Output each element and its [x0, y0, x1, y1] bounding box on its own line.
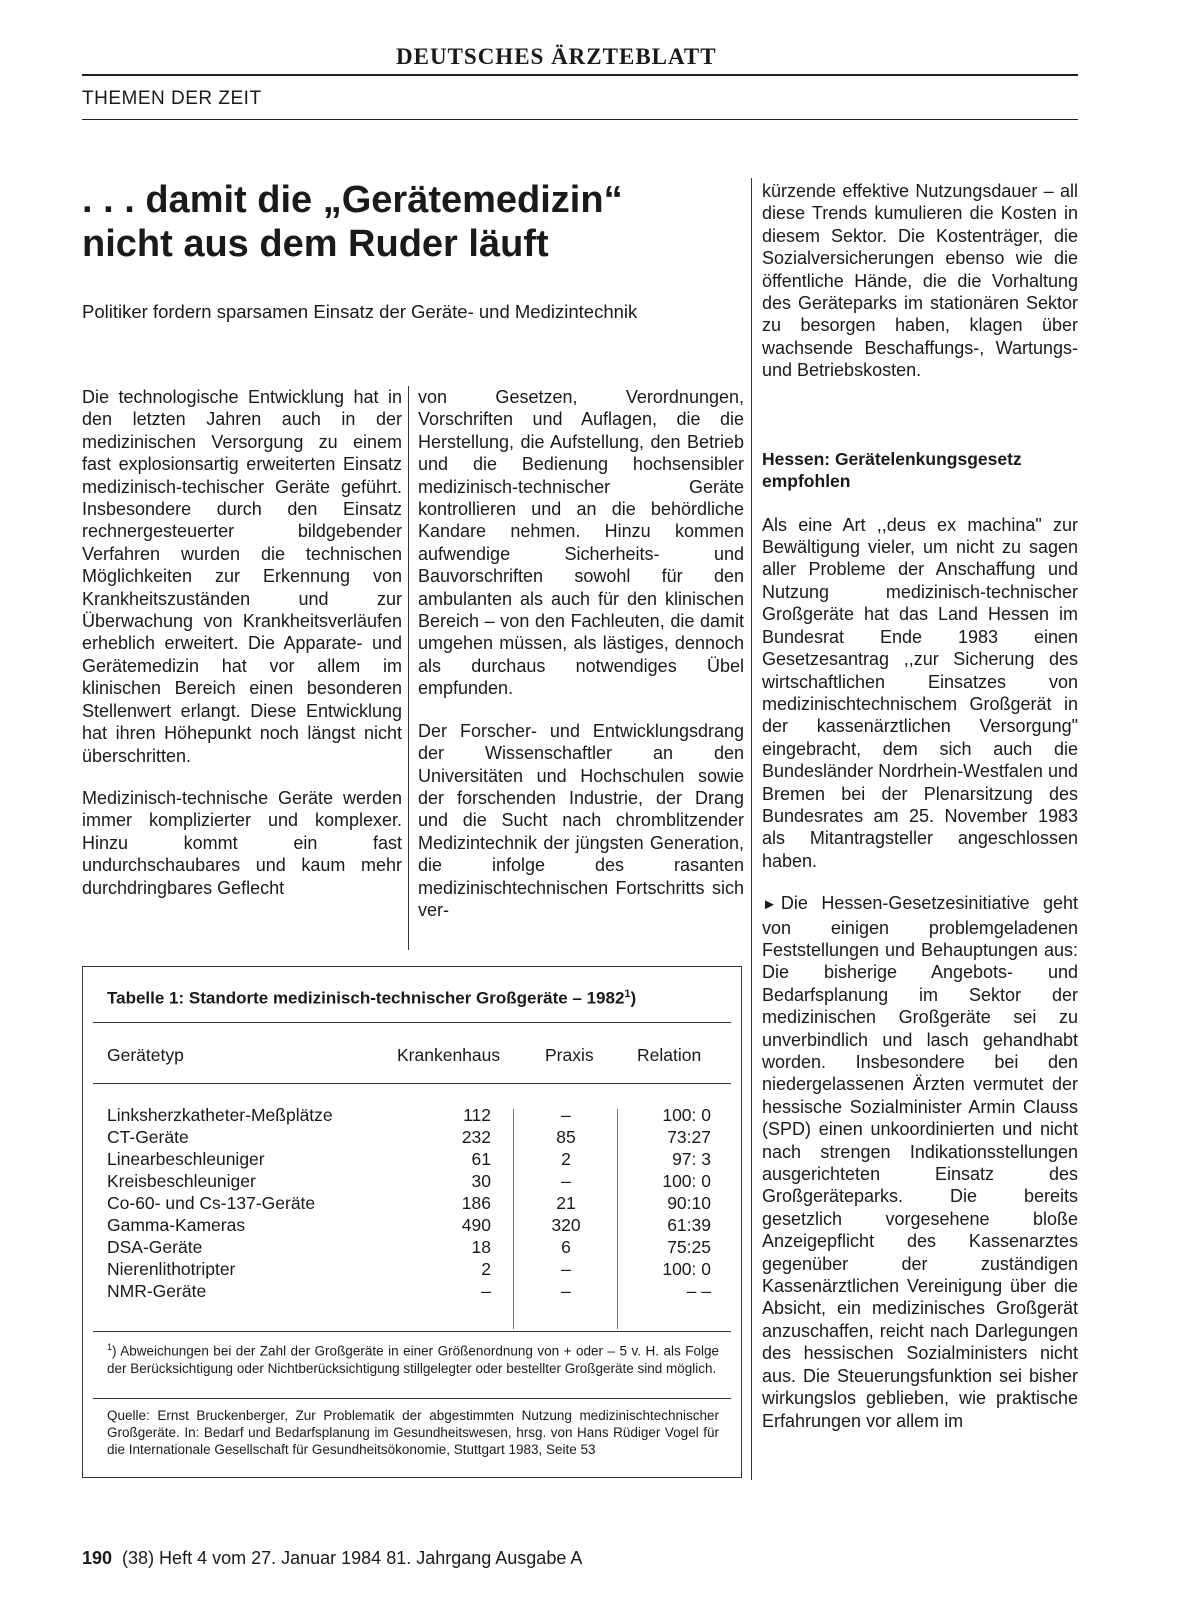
- table-row: [107, 1104, 727, 1126]
- cell-hospital: 2: [481, 1259, 491, 1279]
- cell-type: NMR-Geräte: [107, 1281, 207, 1301]
- table-rule: [93, 1083, 731, 1084]
- footnote-mark: 1: [107, 1342, 113, 1352]
- article-column-3: [762, 180, 1078, 1480]
- table-row: [107, 1170, 727, 1192]
- table-row: [107, 1126, 727, 1148]
- footnote-text: ) Abweichungen bei der Zahl der Großgeräte in einer Größenordnung von + oder – 5 v. H. als Folge der Berücksichtigung oder Nichtberücksichtigung stillgelegter oder bestellter Großgeräte sind möglich.: [107, 1343, 719, 1376]
- cell-hospital: 18: [471, 1237, 491, 1257]
- paragraph: Der Forscher- und Entwicklungsdrang der Wissenschaftler an den Universitäten und Hochschulen sowie der forschenden Industrie, der Drang und die Sucht nach chromblitzender Medizintechnik der jüngsten Generation, die infolge des rasanten medizinischtechnischen Fortschritts sich ver-: [418, 720, 744, 920]
- page-footer: [82, 1548, 582, 1569]
- paragraph: Als eine Art ,,deus ex machina" zur Bewältigung vieler, um nicht zu sagen aller Probleme der Anschaffung und Nutzung medizinisch-technischer Großgeräte hat das Land Hessen im Bundesrat Ende 1983 einen Gesetzesantrag ,,zur Sicherung des wirtschaftlichen Einsatzes von medizinischtechnischem Großgerät in der kassenärztlichen Versorgung" eingebracht, dem sich auch die Bundesländer Nordrhein-Westfalen und Bremen bei der Plenarsitzung des Bundesrates am 25. November 1983 als Mitantragsteller angeschlossen haben.: [762, 514, 1078, 871]
- cell-practice: –: [561, 1281, 571, 1301]
- headline-line-2: nicht aus dem Ruder läuft: [82, 223, 549, 265]
- cell-ratio: 61:39: [667, 1215, 711, 1235]
- table-rule: [93, 1022, 731, 1023]
- cell-ratio: 100: 0: [662, 1105, 711, 1125]
- paragraph: [762, 892, 1078, 1432]
- cell-ratio: 100: 0: [662, 1171, 711, 1191]
- masthead: DEUTSCHES ÄRZTEBLATT: [396, 44, 717, 69]
- cell-type: Kreisbeschleuniger: [107, 1171, 256, 1191]
- table-body: [107, 1104, 727, 1302]
- paragraph: kürzende effektive Nutzungsdauer – all diese Trends kumulieren die Kosten in diesem Sektor. Die Kostenträger, die Sozialversicherungen ebenso wie die öffentliche Hände, die die Vorhaltung des Geräteparks im stationären Sektor zu besorgen haben, klagen über wachsende Beschaffungs-, Wartungs- und Betriebskosten.: [762, 181, 1078, 381]
- table-rule: [93, 1398, 731, 1399]
- table-row: [107, 1280, 727, 1302]
- cell-ratio: 90:10: [667, 1193, 711, 1213]
- table-row: [107, 1258, 727, 1280]
- table-row: [107, 1214, 727, 1236]
- table-source: Quelle: Ernst Bruckenberger, Zur Problematik der abgestimmten Nutzung medizinischtechnischer Großgeräte. In: Bedarf und Bedarfsplanung im Gesundheitswesen, hrsg. von Hans Rüdiger Vogel für die Internationale Gesellschaft für Gesundheitsökonomie, Stuttgart 1983, Seite 53: [107, 1408, 719, 1457]
- cell-type: Gamma-Kameras: [107, 1215, 246, 1235]
- cell-hospital: –: [481, 1281, 491, 1301]
- table-caption-text: Tabelle 1: Standorte medizinisch-technischer Großgeräte – 1982: [107, 988, 625, 1008]
- cell-practice: –: [561, 1171, 571, 1191]
- table-header-row: [107, 1045, 727, 1069]
- cell-practice: 320: [551, 1215, 581, 1235]
- section-label: THEMEN DER ZEIT: [82, 88, 262, 109]
- issue-info: (38) Heft 4 vom 27. Januar 1984 81. Jahrgang Ausgabe A: [122, 1548, 583, 1568]
- section-heading: Hessen: Gerätelenkungsgesetz empfohlen: [762, 448, 1022, 491]
- cell-practice: 6: [561, 1237, 571, 1257]
- table-caption-note: 1: [624, 988, 631, 1000]
- cell-hospital: 232: [461, 1127, 491, 1147]
- table-1: [82, 966, 742, 1478]
- table-footnote: [107, 1339, 719, 1377]
- cell-type: DSA-Geräte: [107, 1237, 203, 1257]
- paragraph: Medizinisch-technische Geräte werden immer komplizierter und komplexer. Hinzu kommt ein fast undurchschaubares und kaum mehr durchdringbares Geflecht: [82, 787, 402, 898]
- article-column-2: [418, 386, 744, 952]
- table-rule: [93, 1331, 731, 1332]
- table-row: [107, 1148, 727, 1170]
- cell-practice: 85: [556, 1127, 576, 1147]
- cell-ratio: 97: 3: [672, 1149, 711, 1169]
- header-relation: Relation: [637, 1045, 702, 1065]
- column-divider: [408, 386, 409, 950]
- cell-practice: –: [561, 1259, 571, 1279]
- header-geraetetyp: Gerätetyp: [107, 1045, 184, 1065]
- section-rule: [82, 119, 1078, 120]
- paragraph-text: Die Hessen-Gesetzesinitiative geht von einigen problemgeladenen Feststellungen und Behauptungen aus: Die bisherige Angebots- und Bedarfsplanung im Sektor der medizinischen Großgeräte sei zu unverbindlich und lasch gehandhabt worden. Insbesondere bei den niedergelassenen Ärzten vermutet der hessische Sozialminister Armin Clauss (SPD) einen unkoordinierten und nicht nach strengen Indikationsstellungen ausgerichteten Einsatz des Großgeräteparks. Die bereits gesetzlich vorgesehene bloße Anzeigepflicht des Kassenarztes gegenüber der zuständigen Kassenärztlichen Vereinigung über die Absicht, ein medizinisches Großgerät anzuschaffen, reicht nach Darlegungen des hessischen Sozialministers nicht aus. Die Steuerungsfunktion sei bisher wirkungslos geblieben, wie praktische Erfahrungen vor allem im: [762, 893, 1078, 1431]
- headline-line-1: . . . damit die „Gerätemedizin“: [82, 179, 623, 221]
- page-number: 190: [82, 1548, 113, 1568]
- table-caption: [107, 983, 727, 1010]
- header-krankenhaus: Krankenhaus: [397, 1045, 501, 1065]
- masthead-rule: [82, 74, 1078, 76]
- table-row: [107, 1236, 727, 1258]
- cell-ratio: 100: 0: [662, 1259, 711, 1279]
- article-column-1: [82, 386, 402, 952]
- cell-practice: 2: [561, 1149, 571, 1169]
- cell-hospital: 30: [471, 1171, 491, 1191]
- cell-practice: 21: [556, 1193, 576, 1213]
- spacer: [762, 402, 1078, 448]
- table-caption-close: ): [630, 988, 637, 1008]
- cell-hospital: 490: [461, 1215, 491, 1235]
- paragraph: von Gesetzen, Verordnungen, Vorschriften und Auflagen, die die Herstellung, die Aufstellung, den Betrieb und die Bedienung hochsensibler medizinisch-technischer Geräte kontrollieren und an die behördliche Kandare nehmen. Hinzu kommen aufwendige Sicherheits- und Bauvorschriften sowohl für den ambulanten als auch für den klinischen Bereich – von den Fachleuten, die damit umgehen müssen, als lästiges, dennoch als durchaus notwendiges Übel empfunden.: [418, 387, 744, 699]
- cell-ratio: – –: [686, 1281, 711, 1301]
- paragraph: Die technologische Entwicklung hat in den letzten Jahren auch in der medizinischen Versorgung zu einem fast explosionsartig erweiterten Einsatz medizinisch-techischer Geräte geführt. Insbesondere durch den Einsatz rechnergesteuerter bildgebender Verfahren wurden die technischen Möglichkeiten zur Erkennung von Krankheitszuständen und zur Überwachung von Krankheitsverläufen erheblich erweitert. Die Apparate- und Gerätemedizin hat vor allem im klinischen Bereich einen besonderen Stellenwert erlangt. Diese Entwicklung hat ihren Höhepunkt noch längst nicht überschritten.: [82, 387, 402, 766]
- cell-type: Co-60- und Cs-137-Geräte: [107, 1193, 316, 1213]
- column-divider: [751, 178, 752, 1480]
- cell-type: Linearbeschleuniger: [107, 1149, 265, 1169]
- cell-practice: –: [561, 1105, 571, 1125]
- cell-hospital: 186: [461, 1193, 491, 1213]
- cell-type: Linksherzkatheter-Meßplätze: [107, 1105, 333, 1125]
- table-row: [107, 1192, 727, 1214]
- header-praxis: Praxis: [545, 1045, 594, 1065]
- cell-hospital: 112: [463, 1105, 491, 1125]
- subheadline: Politiker fordern sparsamen Einsatz der Geräte- und Medizintechnik: [82, 301, 638, 322]
- cell-hospital: 61: [471, 1149, 491, 1169]
- headline: [82, 178, 752, 266]
- cell-type: CT-Geräte: [107, 1127, 189, 1147]
- cell-type: Nierenlithotripter: [107, 1259, 236, 1279]
- cell-ratio: 75:25: [667, 1237, 711, 1257]
- arrow-bullet-icon: ►: [762, 896, 777, 914]
- cell-ratio: 73:27: [667, 1127, 711, 1147]
